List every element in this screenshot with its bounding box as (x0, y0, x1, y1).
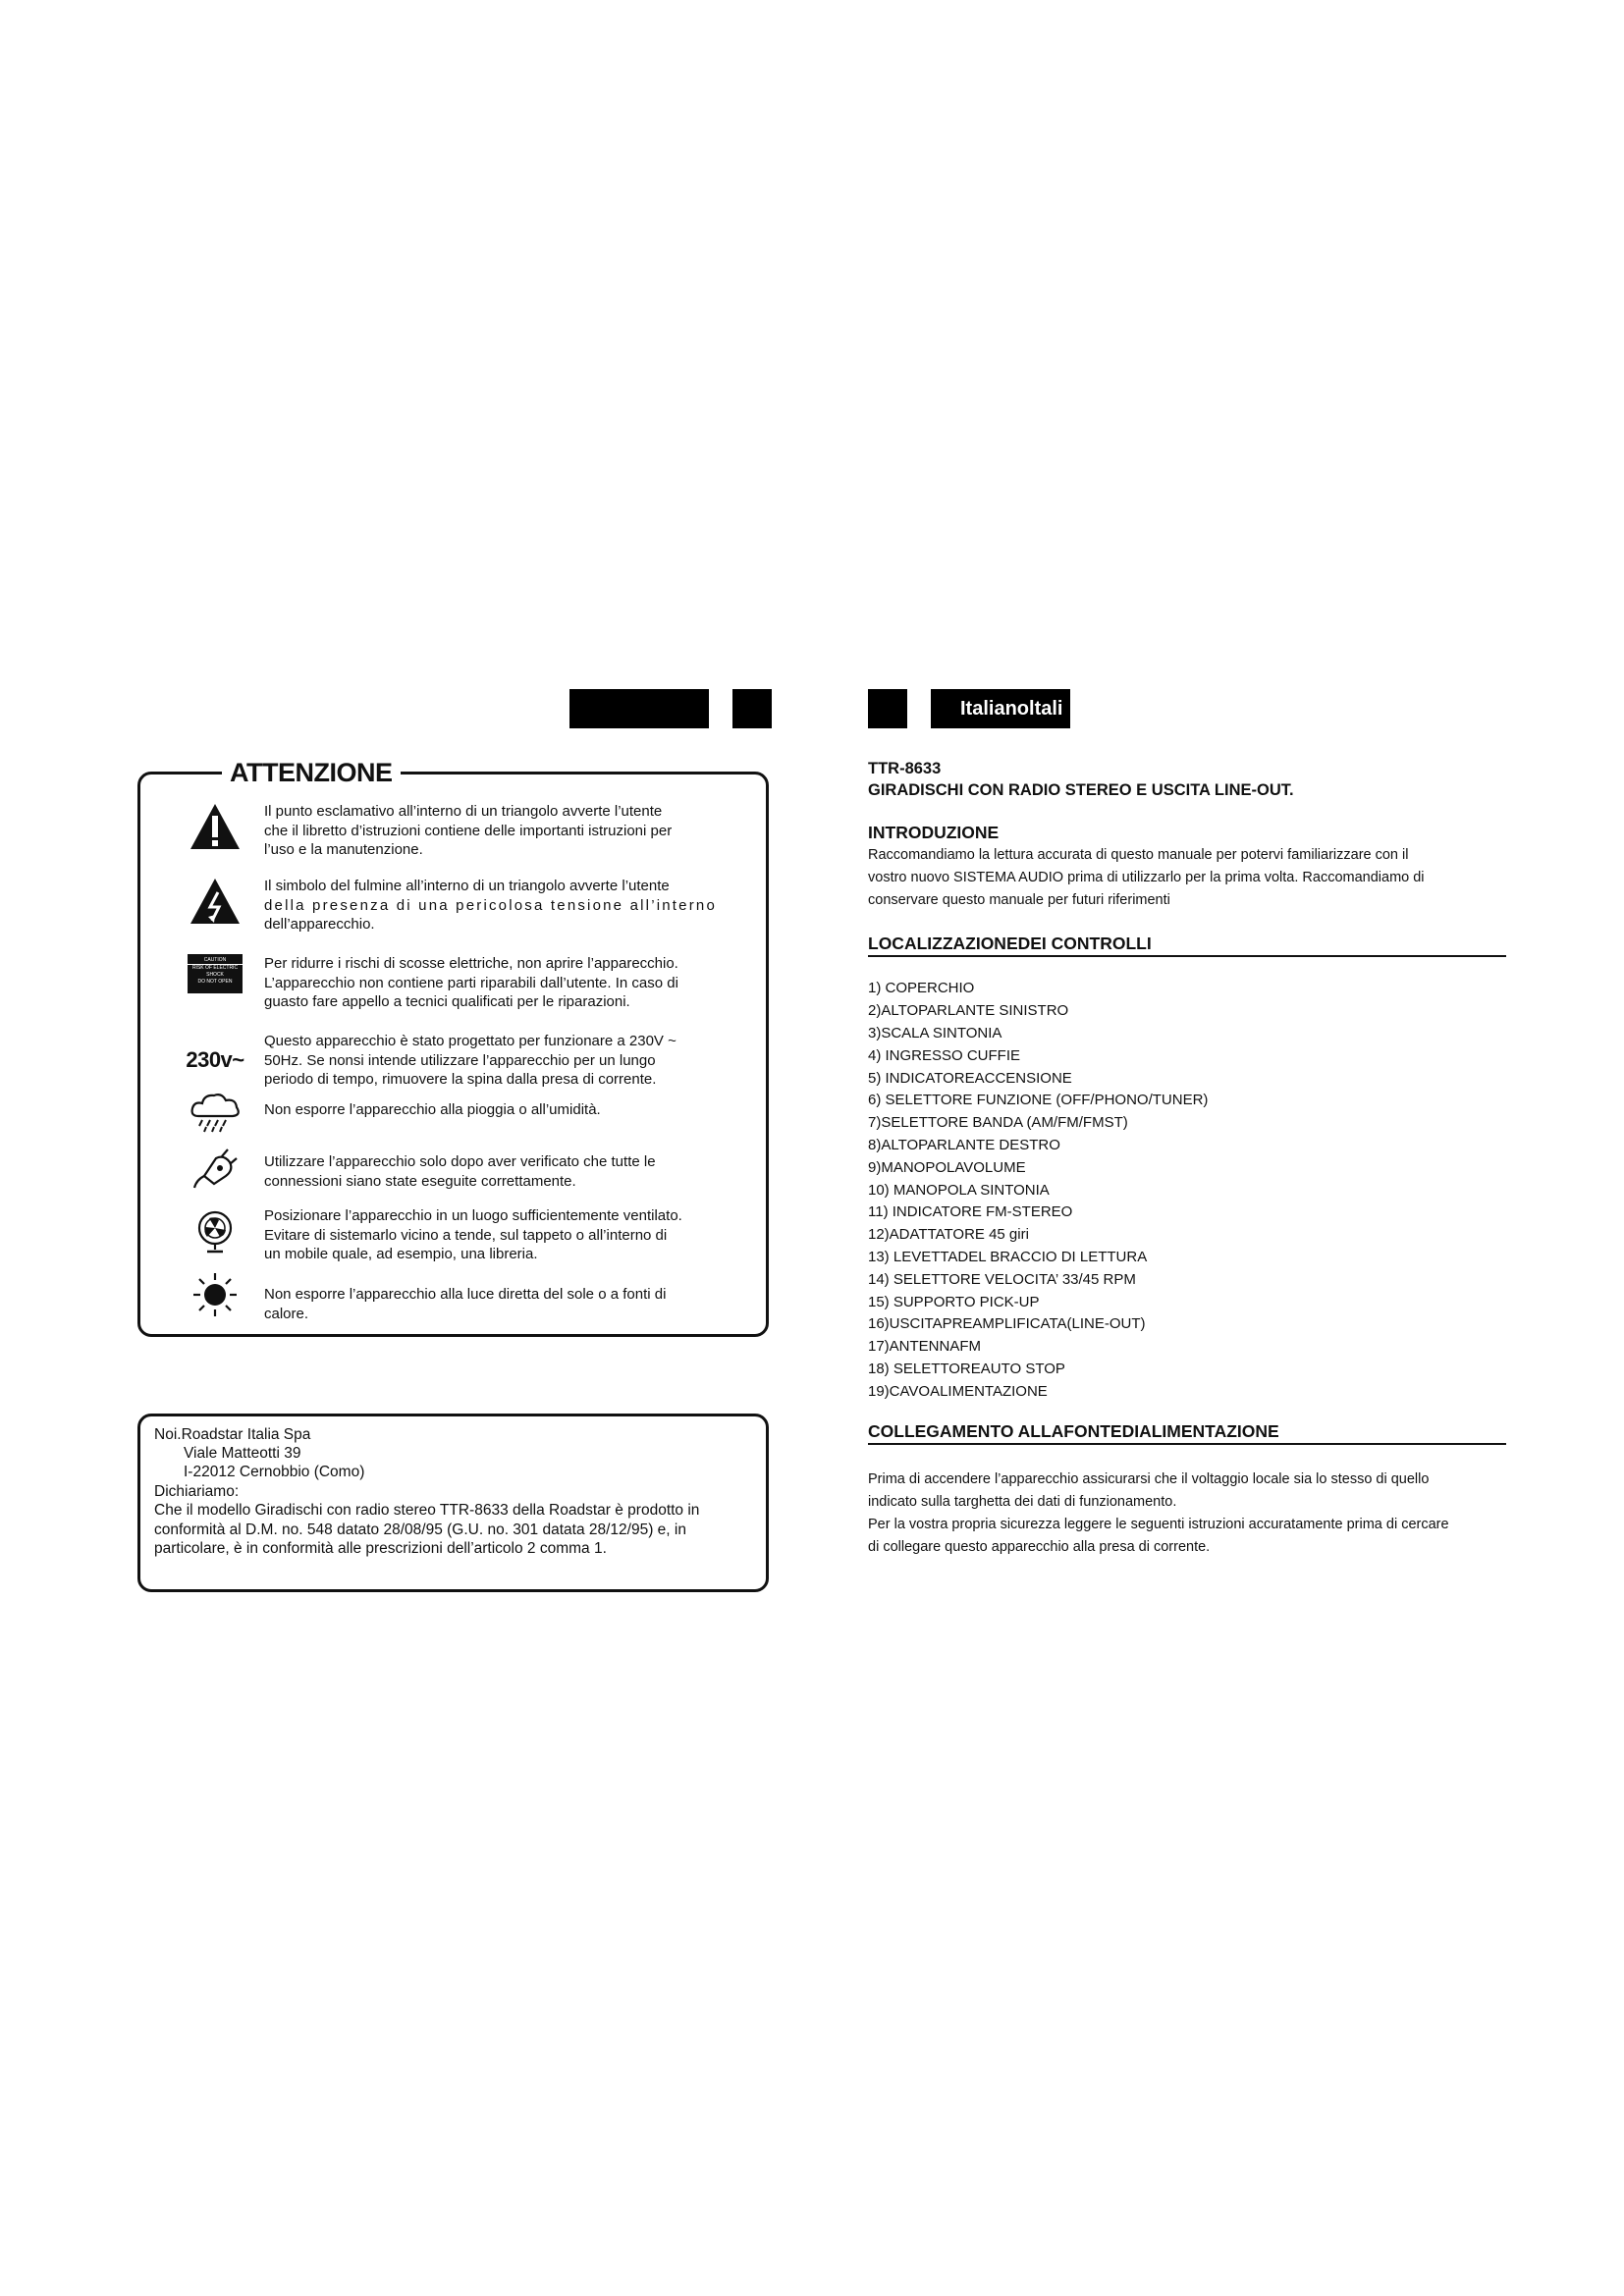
warning-box (137, 772, 769, 1337)
control-item: 10) MANOPOLA SINTONIA (868, 1182, 1050, 1199)
control-item: 6) SELETTORE FUNZIONE (OFF/PHONO/TUNER) (868, 1092, 1209, 1108)
power-heading-rule (868, 1443, 1506, 1445)
control-item: 11) INDICATORE FM-STEREO (868, 1203, 1073, 1220)
power-text: Prima di accendere l’apparecchio assicurarsi che il voltaggio locale sia lo stesso di quello indicato sulla targhetta dei dati di funzionamento. Per la vostra propria sicurezza leggere le seguenti istruzioni accuratamente prima di cercare di collegare questo apparecchio alla presa di corrente. (868, 1471, 1449, 1555)
warning-text: Il punto esclamativo all’interno di un triangolo avverte l’utente che il libretto d’istruzioni contiene delle importanti istruzioni per l’uso e la manutenzione. (264, 803, 673, 858)
warning-text: Non esporre l’apparecchio alla luce diretta del sole o a fonti di calore. (264, 1286, 667, 1322)
control-item: 8)ALTOPARLANTE DESTRO (868, 1137, 1060, 1153)
control-item: 5) INDICATOREACCENSIONE (868, 1070, 1072, 1087)
control-item: 4) INGRESSO CUFFIE (868, 1047, 1021, 1064)
intro-heading: INTRODUZIONE (868, 823, 1000, 842)
control-item: 7)SELETTORE BANDA (AM/FM/FMST) (868, 1114, 1128, 1131)
power-heading: COLLEGAMENTO ALLAFONTEDIALIMENTAZIONE (868, 1421, 1279, 1441)
warning-text: Utilizzare l’apparecchio solo dopo aver verificato che tutte le connessioni siano state eseguite correttamente. (264, 1153, 656, 1190)
control-item: 15) SUPPORTO PICK-UP (868, 1294, 1040, 1310)
control-item: 16)USCITAPREAMPLIFICATA(LINE-OUT) (868, 1315, 1146, 1332)
warning-text: Posizionare l’apparecchio in un luogo sufficientemente ventilato. Evitare di sistemarlo vicino a tende, sul tappeto o all’interno di un mobile quale, ad esempio, una libreria. (264, 1207, 682, 1262)
declaration-box (137, 1414, 769, 1592)
control-item: 13) LEVETTADEL BRACCIO DI LETTURA (868, 1249, 1148, 1265)
voltage-icon: 230v~ (186, 1047, 244, 1072)
declaration-line: particolare, è in conformità alle prescrizioni dell’articolo 2 comma 1. (154, 1540, 607, 1557)
language-tab: Italianoltali (931, 689, 1070, 728)
control-item: 18) SELETTOREAUTO STOP (868, 1361, 1065, 1377)
warning-text: Per ridurre i rischi di scosse elettriche, non aprire l’apparecchio. L’apparecchio non contiene parti riparabili dall’utente. In caso di guasto fare appello a tecnici qualificati per le riparazioni. (264, 955, 678, 1010)
control-item: 3)SCALA SINTONIA (868, 1025, 1002, 1041)
warning-text: Il simbolo del fulmine all’interno di un triangolo avverte l’utente della presenza di una pericolosa tensione all’interno dell’apparecchio. (264, 878, 717, 933)
lightning-triangle-icon (186, 877, 244, 926)
header-bar-right-small (868, 689, 907, 728)
control-item: 14) SELETTORE VELOCITA’ 33/45 RPM (868, 1271, 1136, 1288)
declaration-line: Dichiariamo: (154, 1483, 240, 1500)
control-item: 17)ANTENNAFM (868, 1338, 982, 1355)
model-number: TTR-8633 (868, 760, 942, 777)
product-title: GIRADISCHI CON RADIO STEREO E USCITA LINE-OUT. (868, 781, 1294, 799)
header-bar-left-small (732, 689, 772, 728)
fan-icon (186, 1210, 244, 1254)
controls-heading-rule (868, 955, 1506, 957)
control-item: 12)ADATTATORE 45 giri (868, 1226, 1029, 1243)
control-item: 19)CAVOALIMENTAZIONE (868, 1383, 1048, 1400)
declaration-line: I-22012 Cernobbio (Como) (184, 1464, 365, 1480)
declaration-line: Viale Matteotti 39 (184, 1445, 301, 1462)
control-item: 1) COPERCHIO (868, 980, 975, 996)
warning-text: Non esporre l’apparecchio alla pioggia o all’umidità. (264, 1101, 601, 1118)
control-item: 2)ALTOPARLANTE SINISTRO (868, 1002, 1069, 1019)
warning-title: ATTENZIONE (222, 756, 401, 789)
caution-label-icon: CAUTION RISK OF ELECTRIC SHOCK DO NOT OPEN (186, 954, 244, 993)
declaration-line: Che il modello Giradischi con radio stereo TTR-8633 della Roadstar è prodotto in (154, 1502, 700, 1519)
warning-text: Questo apparecchio è stato progettato per funzionare a 230V ~ 50Hz. Se nonsi intende utilizzare l’apparecchio per un lungo periodo di tempo, rimuovere la spina dalla presa di corrente. (264, 1033, 677, 1088)
declaration-line: conformità al D.M. no. 548 datato 28/08/95 (G.U. no. 301 datata 28/12/95) e, in (154, 1522, 686, 1538)
header-bar-left (569, 689, 709, 728)
rain-cloud-icon (186, 1091, 244, 1134)
intro-text: Raccomandiamo la lettura accurata di questo manuale per potervi familiarizzare con il vostro nuovo SISTEMA AUDIO prima di utilizzarlo per la prima volta. Raccomandiamo di conservare questo manuale per futuri riferimenti (868, 847, 1425, 908)
plug-icon (186, 1147, 244, 1190)
controls-heading: LOCALIZZAZIONEDEI CONTROLLI (868, 934, 1152, 953)
control-item: 9)MANOPOLAVOLUME (868, 1159, 1026, 1176)
sun-icon (186, 1271, 244, 1318)
declaration-line: Noi.Roadstar Italia Spa (154, 1426, 311, 1443)
exclamation-triangle-icon (186, 802, 244, 851)
